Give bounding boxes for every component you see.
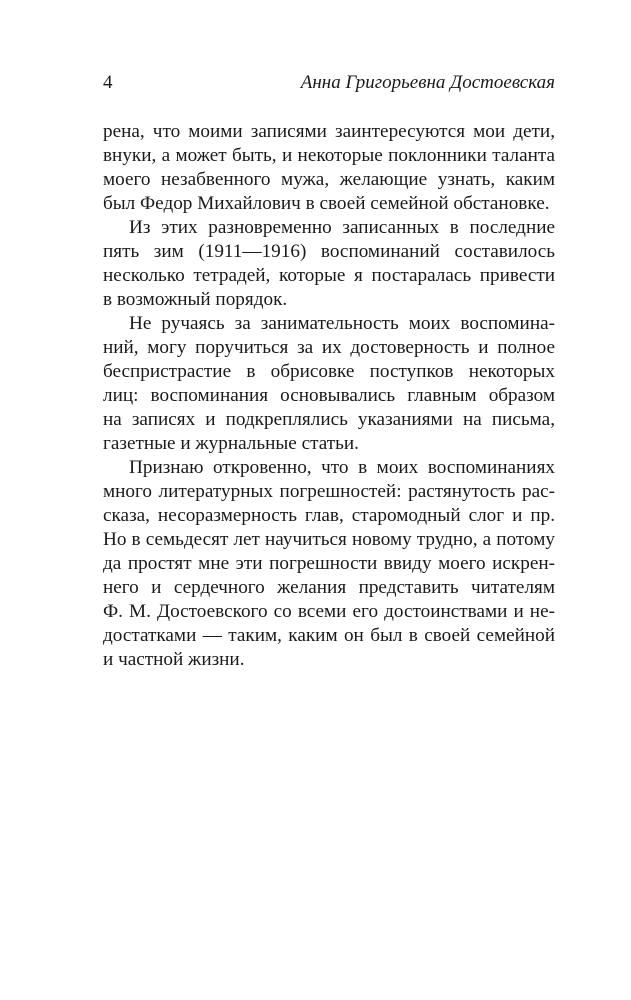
text-line: Ф. М. Достоевского со всеми его достоинствами и не- [103, 601, 555, 622]
page-number: 4 [103, 72, 113, 93]
text-line: Признаю откровенно, что в моих воспоминаниях [129, 457, 555, 478]
text-line: несколько тетрадей, которые я постаралась привести [103, 265, 555, 286]
body-text [103, 120, 555, 672]
paragraph [103, 312, 555, 456]
text-line: Не ручаясь за занимательность моих воспомина- [129, 313, 555, 334]
text-line: и частной жизни. [103, 649, 245, 670]
text-line: сказа, несоразмерность глав, старомодный слог и пр. [103, 505, 555, 526]
text-line: рена, что моими записями заинтересуются мои дети, [103, 121, 555, 142]
text-line: достатками — таким, каким он был в своей семейной [103, 625, 555, 646]
text-line: беспристрастие в обрисовке поступков некоторых [103, 361, 555, 382]
text-line: был Федор Михайлович в своей семейной обстановке. [103, 193, 550, 214]
paragraph [103, 456, 555, 672]
text-line: Из этих разновременно записанных в последние [129, 217, 555, 238]
text-line: Но в семьдесят лет научиться новому трудно, а потому [103, 529, 555, 550]
text-line: него и сердечного желания представить читателям [103, 577, 555, 598]
text-line: на записях и подкреплялись указаниями на письма, [103, 409, 555, 430]
running-title: Анна Григорьевна Достоевская [300, 72, 555, 93]
paragraph [103, 216, 555, 312]
paragraph [103, 120, 555, 216]
running-head [103, 72, 555, 98]
text-line: много литературных погрешностей: растянутость рас- [103, 481, 555, 502]
text-line: лиц: воспоминания основывались главным образом [103, 385, 555, 406]
text-line: внуки, а может быть, и некоторые поклонники таланта [103, 145, 555, 166]
text-line: да простят мне эти погрешности ввиду моего искрен- [103, 553, 555, 574]
text-line: газетные и журнальные статьи. [103, 433, 359, 454]
text-line: моего незабвенного мужа, желающие узнать, каким [103, 169, 555, 190]
text-line: в возможный порядок. [103, 289, 288, 310]
text-line: ний, могу поручиться за их достоверность и полное [103, 337, 555, 358]
text-line: пять зим (1911—1916) воспоминаний составилось [103, 241, 555, 262]
